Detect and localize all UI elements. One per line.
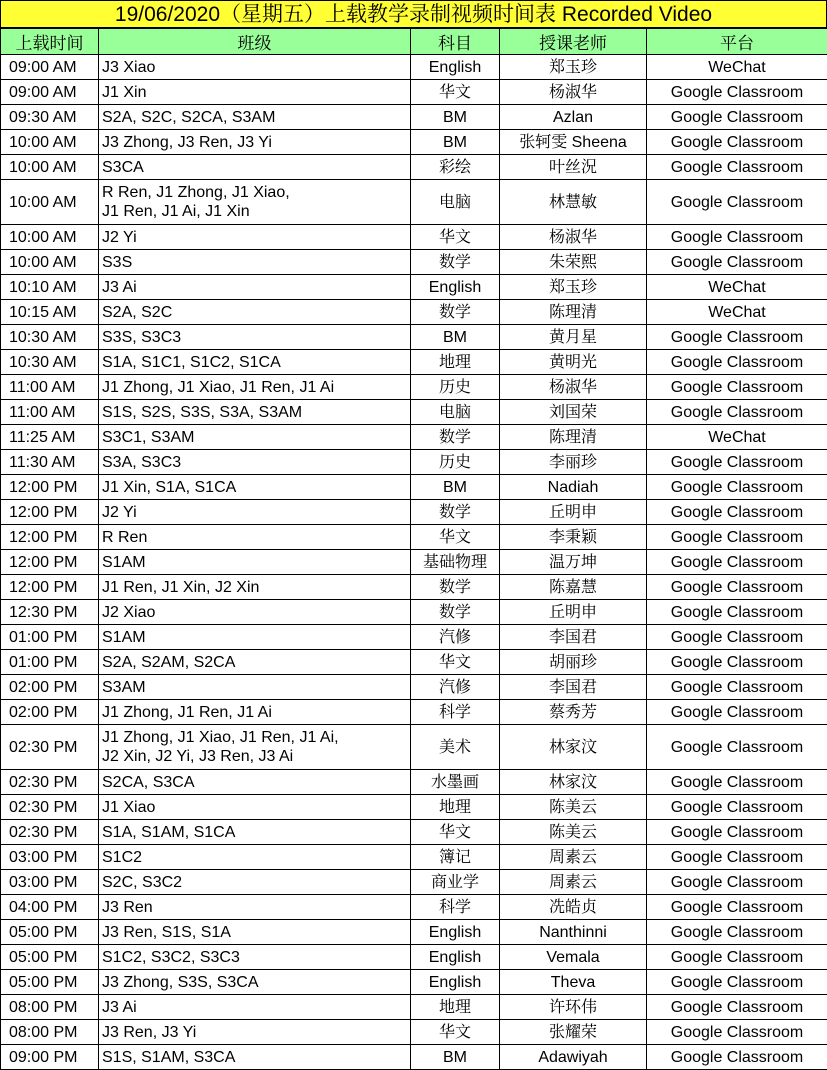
table-row [1,80,827,105]
upload-time-cell: 08:00 PM [1,995,99,1020]
subject-cell: 华文 [411,80,500,105]
teacher-cell: 朱荣熙 [500,250,647,275]
teacher-cell: 林家汶 [500,770,647,795]
platform-cell: Google Classroom [647,550,827,575]
table-row [1,500,827,525]
class-line: S2C, S3C2 [102,873,407,892]
platform-cell: Google Classroom [647,180,827,225]
subject-cell: 华文 [411,650,500,675]
subject-cell: BM [411,475,500,500]
class-line: S1A, S1AM, S1CA [102,823,407,842]
subject-cell: 商业学 [411,870,500,895]
table-row [1,250,827,275]
class-cell [99,650,411,675]
class-cell [99,870,411,895]
table-row [1,105,827,130]
platform-cell: Google Classroom [647,625,827,650]
teacher-cell: 李国君 [500,625,647,650]
platform-cell: Google Classroom [647,375,827,400]
class-line: J3 Zhong, J3 Ren, J3 Yi [102,133,407,152]
class-line: J1 Zhong, J1 Xiao, J1 Ren, J1 Ai [102,378,407,397]
teacher-cell: 杨淑华 [500,225,647,250]
class-cell [99,325,411,350]
teacher-cell: 黄月星 [500,325,647,350]
subject-cell: 数学 [411,600,500,625]
class-cell [99,300,411,325]
platform-cell: Google Classroom [647,845,827,870]
table-row [1,525,827,550]
table-row [1,130,827,155]
platform-cell: Google Classroom [647,870,827,895]
class-cell [99,425,411,450]
platform-cell: Google Classroom [647,130,827,155]
table-row [1,870,827,895]
subject-cell: 基础物理 [411,550,500,575]
upload-time-cell: 10:15 AM [1,300,99,325]
teacher-cell: 李秉颖 [500,525,647,550]
teacher-cell: 林慧敏 [500,180,647,225]
subject-cell: 数学 [411,425,500,450]
subject-cell: 华文 [411,1020,500,1045]
platform-cell: Google Classroom [647,350,827,375]
upload-time-cell: 10:00 AM [1,130,99,155]
subject-cell: English [411,275,500,300]
class-line: S1AM [102,553,407,572]
teacher-cell: 许环伟 [500,995,647,1020]
subject-cell: 汽修 [411,625,500,650]
upload-time-cell: 12:00 PM [1,575,99,600]
class-line: S2A, S2C [102,303,407,322]
subject-cell: 电脑 [411,400,500,425]
upload-time-cell: 10:00 AM [1,155,99,180]
table-row [1,795,827,820]
class-cell [99,820,411,845]
table-row [1,55,827,80]
class-line: J2 Xiao [102,603,407,622]
platform-cell: Google Classroom [647,250,827,275]
teacher-cell: 陈理清 [500,425,647,450]
class-cell [99,895,411,920]
class-line: S1S, S2S, S3S, S3A, S3AM [102,403,407,422]
class-cell [99,130,411,155]
class-cell [99,945,411,970]
subject-cell: BM [411,1045,500,1070]
platform-cell: Google Classroom [647,80,827,105]
platform-cell: Google Classroom [647,945,827,970]
teacher-cell: 刘国荣 [500,400,647,425]
upload-time-cell: 02:30 PM [1,820,99,845]
class-line: S3S [102,253,407,272]
table-row [1,350,827,375]
header-teacher: 授课老师 [500,29,647,55]
upload-time-cell: 10:00 AM [1,180,99,225]
table-row [1,945,827,970]
upload-time-cell: 09:30 AM [1,105,99,130]
teacher-cell: 丘明申 [500,600,647,625]
teacher-cell: 林家汶 [500,725,647,770]
platform-cell: WeChat [647,275,827,300]
upload-time-cell: 12:00 PM [1,475,99,500]
class-cell [99,795,411,820]
class-cell [99,275,411,300]
upload-time-cell: 04:00 PM [1,895,99,920]
upload-time-cell: 12:30 PM [1,600,99,625]
subject-cell: 数学 [411,500,500,525]
teacher-cell: 李国君 [500,675,647,700]
class-line: S3C1, S3AM [102,428,407,447]
schedule-body [1,55,827,1070]
upload-time-cell: 03:00 PM [1,845,99,870]
header-platform: 平台 [647,29,827,55]
subject-cell: 地理 [411,995,500,1020]
class-line: J3 Ren, J3 Yi [102,1023,407,1042]
table-row [1,375,827,400]
upload-time-cell: 10:00 AM [1,250,99,275]
platform-cell: Google Classroom [647,895,827,920]
upload-time-cell: 05:00 PM [1,920,99,945]
platform-cell: Google Classroom [647,600,827,625]
table-row [1,895,827,920]
class-line: J1 Zhong, J1 Ren, J1 Ai [102,703,407,722]
class-cell [99,500,411,525]
platform-cell: Google Classroom [647,400,827,425]
teacher-cell: 叶丝況 [500,155,647,180]
upload-time-cell: 08:00 PM [1,1020,99,1045]
platform-cell: Google Classroom [647,500,827,525]
class-cell [99,625,411,650]
class-line: J2 Yi [102,228,407,247]
subject-cell: 科学 [411,700,500,725]
teacher-cell: 周素云 [500,845,647,870]
platform-cell: Google Classroom [647,700,827,725]
table-row [1,675,827,700]
teacher-cell: 陈嘉慧 [500,575,647,600]
class-cell [99,350,411,375]
class-cell [99,225,411,250]
class-line: S1C2 [102,848,407,867]
table-row [1,450,827,475]
platform-cell: Google Classroom [647,970,827,995]
class-line: J1 Xin [102,83,407,102]
class-cell [99,920,411,945]
subject-cell: 数学 [411,300,500,325]
class-line: S1C2, S3C2, S3C3 [102,948,407,967]
class-cell [99,400,411,425]
subject-cell: 汽修 [411,675,500,700]
platform-cell: Google Classroom [647,820,827,845]
upload-time-cell: 10:30 AM [1,325,99,350]
class-line: J2 Xin, J2 Yi, J3 Ren, J3 Ai [102,747,407,766]
class-cell [99,1045,411,1070]
upload-time-cell: 01:00 PM [1,650,99,675]
subject-cell: 地理 [411,795,500,820]
teacher-cell: 杨淑华 [500,80,647,105]
subject-cell: 水墨画 [411,770,500,795]
subject-cell: 科学 [411,895,500,920]
class-line: R Ren, J1 Zhong, J1 Xiao, [102,183,407,202]
class-line: J3 Zhong, S3S, S3CA [102,973,407,992]
class-cell [99,475,411,500]
class-line: J3 Ren [102,898,407,917]
header-subject: 科目 [411,29,500,55]
upload-time-cell: 02:00 PM [1,700,99,725]
table-row [1,155,827,180]
class-cell [99,550,411,575]
subject-cell: 地理 [411,350,500,375]
class-line: S3S, S3C3 [102,328,407,347]
table-row [1,400,827,425]
upload-time-cell: 02:30 PM [1,725,99,770]
class-line: S1A, S1C1, S1C2, S1CA [102,353,407,372]
class-line: J3 Ai [102,278,407,297]
teacher-cell: 张轲雯 Sheena [500,130,647,155]
table-row [1,650,827,675]
class-line: J1 Zhong, J1 Xiao, J1 Ren, J1 Ai, [102,728,407,747]
subject-cell: BM [411,325,500,350]
table-row [1,1020,827,1045]
upload-time-cell: 09:00 AM [1,80,99,105]
class-cell [99,250,411,275]
teacher-cell: 黄明光 [500,350,647,375]
teacher-cell: Theva [500,970,647,995]
teacher-cell: 陈美云 [500,820,647,845]
class-line: J1 Xiao [102,798,407,817]
class-line: S2CA, S3CA [102,773,407,792]
platform-cell: Google Classroom [647,920,827,945]
teacher-cell: Nadiah [500,475,647,500]
class-cell [99,600,411,625]
table-row [1,845,827,870]
class-cell [99,525,411,550]
platform-cell: Google Classroom [647,575,827,600]
teacher-cell: Nanthinni [500,920,647,945]
subject-cell: 华文 [411,225,500,250]
platform-cell: WeChat [647,55,827,80]
class-line: S1AM [102,628,407,647]
subject-cell: 美术 [411,725,500,770]
header-class: 班级 [99,29,411,55]
upload-time-cell: 12:00 PM [1,550,99,575]
class-cell [99,725,411,770]
platform-cell: Google Classroom [647,795,827,820]
teacher-cell: 郑玉珍 [500,275,647,300]
table-row [1,1045,827,1070]
platform-cell: Google Classroom [647,1020,827,1045]
class-cell [99,375,411,400]
platform-cell: Google Classroom [647,1045,827,1070]
upload-time-cell: 11:00 AM [1,400,99,425]
subject-cell: 数学 [411,575,500,600]
subject-cell: English [411,55,500,80]
class-cell [99,995,411,1020]
table-row [1,325,827,350]
subject-cell: 电脑 [411,180,500,225]
class-cell [99,770,411,795]
platform-cell: Google Classroom [647,105,827,130]
class-line: S3AM [102,678,407,697]
table-row [1,920,827,945]
upload-time-cell: 01:00 PM [1,625,99,650]
subject-cell: English [411,945,500,970]
upload-time-cell: 10:00 AM [1,225,99,250]
upload-time-cell: 09:00 PM [1,1045,99,1070]
class-line: S2A, S2C, S2CA, S3AM [102,108,407,127]
class-cell [99,700,411,725]
class-line: S2A, S2AM, S2CA [102,653,407,672]
subject-cell: English [411,970,500,995]
class-cell [99,80,411,105]
subject-cell: 簿记 [411,845,500,870]
class-line: S1S, S1AM, S3CA [102,1048,407,1067]
upload-time-cell: 10:30 AM [1,350,99,375]
teacher-cell: 郑玉珍 [500,55,647,80]
table-row [1,225,827,250]
table-row [1,995,827,1020]
upload-time-cell: 02:30 PM [1,795,99,820]
table-row [1,625,827,650]
table-row [1,425,827,450]
class-line: R Ren [102,528,407,547]
table-row [1,770,827,795]
teacher-cell: Vemala [500,945,647,970]
upload-time-cell: 11:25 AM [1,425,99,450]
teacher-cell: 陈理清 [500,300,647,325]
teacher-cell: 杨淑华 [500,375,647,400]
class-line: J3 Ren, S1S, S1A [102,923,407,942]
platform-cell: Google Classroom [647,650,827,675]
teacher-cell: 周素云 [500,870,647,895]
subject-cell: 彩绘 [411,155,500,180]
class-cell [99,105,411,130]
subject-cell: BM [411,130,500,155]
platform-cell: Google Classroom [647,995,827,1020]
class-cell [99,1020,411,1045]
upload-time-cell: 11:00 AM [1,375,99,400]
class-cell [99,155,411,180]
schedule-table [0,28,827,1070]
table-row [1,600,827,625]
table-row [1,180,827,225]
class-cell [99,845,411,870]
subject-cell: 华文 [411,820,500,845]
table-row [1,550,827,575]
class-cell [99,575,411,600]
upload-time-cell: 03:00 PM [1,870,99,895]
class-cell [99,675,411,700]
table-row [1,725,827,770]
platform-cell: Google Classroom [647,325,827,350]
teacher-cell: Azlan [500,105,647,130]
teacher-cell: 陈美云 [500,795,647,820]
teacher-cell: Adawiyah [500,1045,647,1070]
class-line: J1 Ren, J1 Ai, J1 Xin [102,202,407,221]
teacher-cell: 胡丽珍 [500,650,647,675]
upload-time-cell: 05:00 PM [1,945,99,970]
subject-cell: BM [411,105,500,130]
platform-cell: Google Classroom [647,725,827,770]
table-row [1,300,827,325]
header-row [1,29,827,55]
upload-time-cell: 02:00 PM [1,675,99,700]
table-row [1,575,827,600]
teacher-cell: 丘明申 [500,500,647,525]
subject-cell: English [411,920,500,945]
subject-cell: 华文 [411,525,500,550]
platform-cell: Google Classroom [647,475,827,500]
platform-cell: WeChat [647,300,827,325]
platform-cell: WeChat [647,425,827,450]
table-row [1,970,827,995]
table-row [1,475,827,500]
teacher-cell: 李丽珍 [500,450,647,475]
class-cell [99,970,411,995]
subject-cell: 数学 [411,250,500,275]
teacher-cell: 蔡秀芳 [500,700,647,725]
class-line: S3A, S3C3 [102,453,407,472]
upload-time-cell: 12:00 PM [1,500,99,525]
teacher-cell: 温万坤 [500,550,647,575]
upload-time-cell: 11:30 AM [1,450,99,475]
teacher-cell: 张耀荣 [500,1020,647,1045]
class-line: J3 Xiao [102,58,407,77]
class-line: J3 Ai [102,998,407,1017]
subject-cell: 历史 [411,375,500,400]
table-row [1,700,827,725]
class-cell [99,450,411,475]
upload-time-cell: 02:30 PM [1,770,99,795]
upload-time-cell: 12:00 PM [1,525,99,550]
platform-cell: Google Classroom [647,155,827,180]
platform-cell: Google Classroom [647,450,827,475]
class-line: J2 Yi [102,503,407,522]
platform-cell: Google Classroom [647,675,827,700]
class-line: S3CA [102,158,407,177]
table-row [1,275,827,300]
page-title: 19/06/2020（星期五）上载教学录制视频时间表 Recorded Video [0,0,827,28]
upload-time-cell: 05:00 PM [1,970,99,995]
platform-cell: Google Classroom [647,525,827,550]
class-cell [99,180,411,225]
class-line: J1 Ren, J1 Xin, J2 Xin [102,578,407,597]
platform-cell: Google Classroom [647,225,827,250]
platform-cell: Google Classroom [647,770,827,795]
table-row [1,820,827,845]
class-line: J1 Xin, S1A, S1CA [102,478,407,497]
upload-time-cell: 10:10 AM [1,275,99,300]
teacher-cell: 冼皓贞 [500,895,647,920]
upload-time-cell: 09:00 AM [1,55,99,80]
class-cell [99,55,411,80]
subject-cell: 历史 [411,450,500,475]
header-upload-time: 上载时间 [1,29,99,55]
